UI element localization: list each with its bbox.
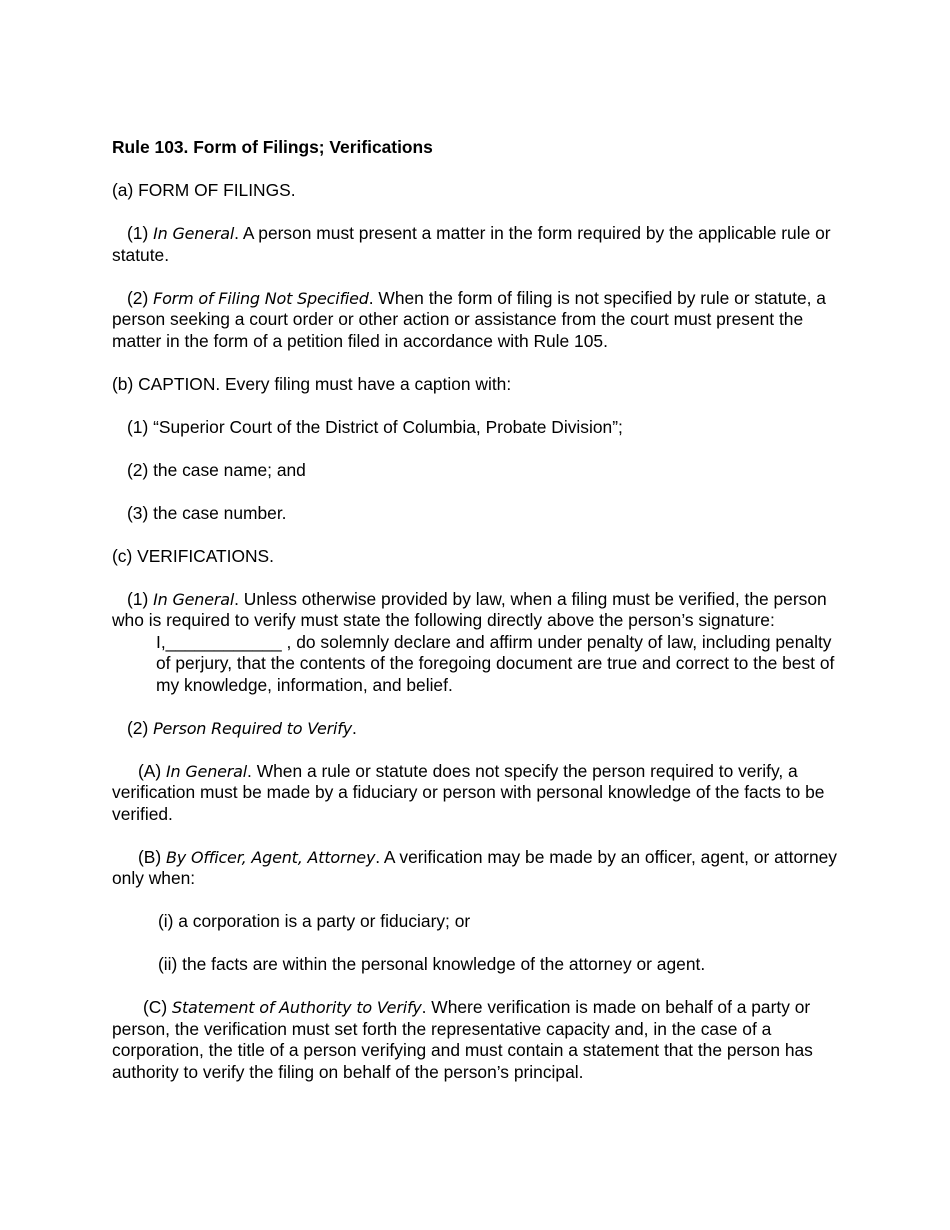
paragraph-text: . A verification may be made by an officer, agent, or attorney only when: — [112, 846, 837, 888]
subparagraph-b-item-2: (ii) the facts are within the personal knowledge of the attorney or agent. — [158, 954, 706, 974]
paragraph-text: . When the form of filing is not specified by rule or statute, a person seeking a court order or other action or assistance from the court must present the matter in the form of a petition filed in accordance with Rule 105. — [112, 287, 826, 351]
section-c-subparagraph-c — [112, 997, 842, 1083]
paragraph-number: (A) — [138, 760, 167, 781]
rule-title: Rule 103. Form of Filings; Verifications — [112, 137, 433, 157]
paragraph-italic-heading: Person Required to Verify — [153, 718, 353, 738]
section-a-paragraph-2 — [112, 288, 842, 353]
section-c-paragraph-2 — [112, 718, 842, 740]
paragraph-number: (1) — [127, 223, 154, 243]
caption-item-3: (3) the case number. — [127, 502, 287, 523]
section-c-paragraph-1 — [112, 589, 842, 632]
section-c-heading: (c) VERIFICATIONS. — [112, 545, 274, 566]
paragraph-italic-heading: By Officer, Agent, Attorney — [166, 847, 376, 867]
paragraph-number: (2) — [127, 717, 154, 738]
paragraph-italic-heading: Form of Filing Not Specified — [153, 288, 369, 308]
rule-text — [112, 137, 842, 1105]
section-c-subparagraph-a — [112, 761, 842, 826]
section-c-subparagraph-b — [112, 847, 842, 890]
paragraph-text: . — [352, 717, 357, 738]
paragraph-text: . When a rule or statute does not specify the person required to verify, a verification must be made by a fiduciary or person with personal knowledge of the facts to be verified. — [112, 760, 825, 824]
paragraph-italic-heading: In General — [153, 589, 235, 609]
paragraph-text: . Unless otherwise provided by law, when a filing must be verified, the person who is required to verify must state the following directly above the person’s signature: — [112, 588, 827, 630]
paragraph-italic-heading: Statement of Authority to Verify — [171, 998, 422, 1017]
verification-declaration: I,____________ , do solemnly declare and affirm under penalty of law, including penalty of perjury, that the contents of the foregoing document are true and correct to the best of my knowledge, information, and belief. — [156, 631, 835, 695]
paragraph-text: . Where verification is made on behalf of a party or person, the verification must set forth the representative capacity and, in the case of a corporation, the title of a person verifying and must contain a statement that the person has authority to verify the filing on behalf of the person’s principal. — [112, 997, 813, 1082]
paragraph-number: (B) — [138, 846, 167, 867]
paragraph-number: (C) — [143, 997, 172, 1017]
paragraph-number: (1) — [127, 588, 154, 609]
section-a-paragraph-1 — [112, 223, 842, 266]
paragraph-text: . A person must present a matter in the form required by the applicable rule or statute. — [112, 223, 831, 265]
paragraph-number: (2) — [127, 287, 154, 308]
paragraph-italic-heading: In General — [166, 761, 248, 781]
section-a-heading: (a) FORM OF FILINGS. — [112, 180, 296, 200]
section-b-heading: (b) CAPTION. Every filing must have a caption with: — [112, 373, 512, 394]
caption-item-1: (1) “Superior Court of the District of Columbia, Probate Division”; — [127, 416, 623, 437]
caption-item-2: (2) the case name; and — [127, 459, 306, 480]
subparagraph-b-item-1: (i) a corporation is a party or fiduciary; or — [158, 911, 471, 931]
paragraph-italic-heading: In General — [153, 224, 235, 243]
